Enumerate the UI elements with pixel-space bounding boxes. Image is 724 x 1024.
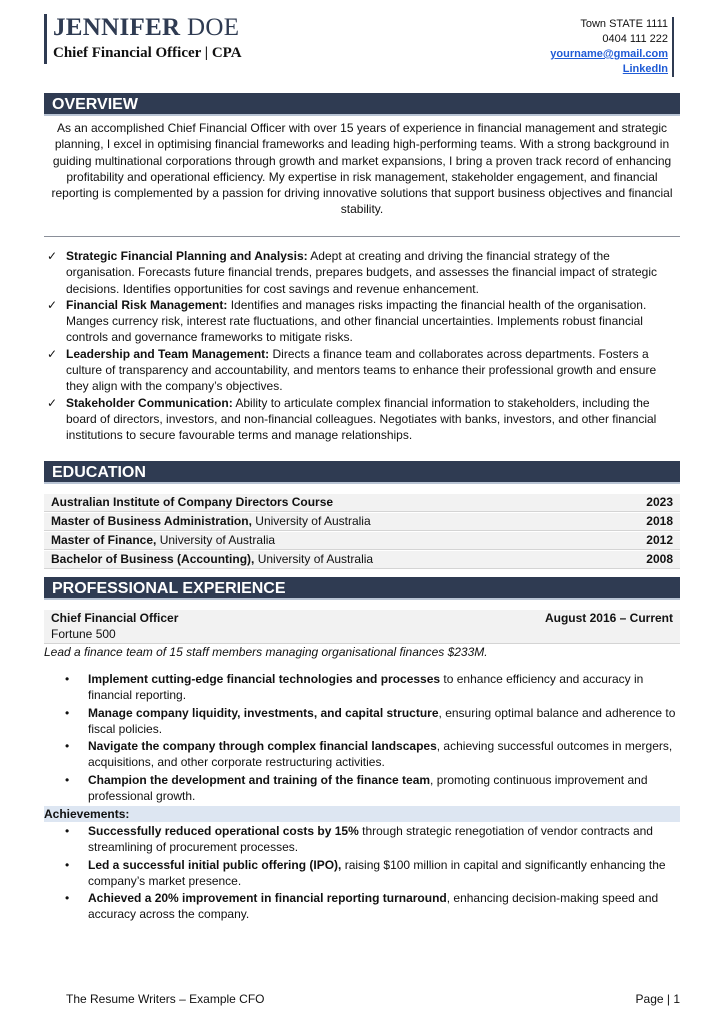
skill-item	[44, 395, 680, 444]
skill-item	[44, 297, 680, 346]
education-year: 2018	[646, 514, 673, 528]
page-number: Page | 1	[635, 992, 680, 1006]
bullet-icon: •	[65, 739, 70, 754]
duty-item	[44, 738, 680, 771]
degree-name: Master of Business Administration,	[51, 514, 252, 528]
skill-text: Adept at creating and driving the financial strategy of the organisation. Forecasts future financial trends, prepares budgets, and assesses the financial impact of strategic decisions. Identifies opportunities for cost savings and revenue enhancement.	[66, 249, 657, 296]
duties-list	[44, 671, 680, 805]
achievement-item-text: , enhancing decision-making speed and accuracy across the company.	[88, 891, 659, 922]
skills-list	[44, 248, 680, 444]
job-header	[44, 610, 680, 644]
duty-item-text: , promoting continuous improvement and professional growth.	[88, 772, 648, 804]
bullet-icon: •	[65, 772, 70, 787]
achievement-item	[44, 890, 680, 923]
duty-item-bold: Manage company liquidity, investments, and capital structure	[88, 705, 439, 720]
skill-item	[44, 248, 680, 297]
skill-title: Stakeholder Communication:	[66, 395, 233, 410]
phone: 0404 111 222	[602, 33, 668, 45]
education-row	[44, 532, 680, 550]
education-entry	[51, 494, 333, 511]
education-year: 2008	[646, 552, 673, 566]
job-dates: August 2016 – Current	[544, 611, 673, 625]
job-title: Chief Financial Officer	[51, 611, 179, 625]
achievement-item	[44, 857, 680, 890]
degree-name: Master of Finance,	[51, 533, 157, 547]
school-name: University of Australia	[156, 533, 276, 547]
contact-block	[550, 17, 674, 77]
degree-name: Bachelor of Business (Accounting),	[51, 552, 255, 566]
achievement-item-bold: Led a successful initial public offering (IPO),	[88, 857, 342, 872]
education-year: 2012	[646, 533, 673, 547]
section-overview-heading: OVERVIEW	[44, 93, 680, 116]
bullet-icon: •	[65, 705, 70, 720]
name-block	[44, 14, 242, 64]
education-entry	[51, 513, 371, 530]
checkmark-icon: ✓	[47, 249, 58, 263]
school-name: University of Australia	[251, 514, 371, 528]
divider	[44, 236, 680, 237]
overview-text: As an accomplished Chief Financial Officer with over 15 years of experience in financial management and strategic planning, I excel in optimising financial frameworks and leading high-performing teams. With a strong background in guiding multinational corporations through growth and market expansions, I bring a proven track record of enhancing profitability and operational efficiency. My expertise in risk management, stakeholder engagement, and financial reporting is complemented by a passion for driving innovative solutions that support business objectives and financial stability.	[51, 121, 673, 217]
achievement-item	[44, 823, 680, 856]
achievement-item-text: through strategic renegotiation of vendor contracts and streamlining of procurement processes.	[88, 824, 653, 855]
education-list	[44, 494, 680, 570]
duty-item	[44, 772, 680, 805]
section-education-heading: EDUCATION	[44, 461, 680, 484]
duty-item-bold: Champion the development and training of the finance team	[88, 772, 431, 787]
achievement-item-bold: Successfully reduced operational costs by 15%	[88, 824, 359, 838]
education-entry	[51, 551, 373, 568]
bullet-icon: •	[65, 672, 70, 686]
duty-item-text: , achieving successful outcomes in mergers, acquisitions, and other corporate restructuring activities.	[88, 739, 673, 770]
skill-title: Strategic Financial Planning and Analysis:	[66, 249, 308, 263]
section-experience-heading: PROFESSIONAL EXPERIENCE	[44, 577, 680, 600]
address: Town STATE 1111	[580, 18, 668, 30]
job-role: Chief Financial Officer | CPA	[53, 45, 242, 61]
company-name: Fortune 500	[51, 627, 116, 641]
achievements-label: Achievements:	[44, 806, 680, 822]
checkmark-icon: ✓	[47, 395, 58, 410]
education-row	[44, 494, 680, 512]
duty-item	[44, 705, 680, 738]
degree-name: Australian Institute of Company Directors Course	[51, 495, 334, 509]
duty-item-bold: Navigate the company through complex financial landscapes	[88, 739, 437, 754]
bullet-icon: •	[65, 824, 70, 838]
candidate-name	[53, 14, 242, 42]
education-year: 2023	[646, 495, 673, 509]
education-row	[44, 551, 680, 569]
skill-title: Financial Risk Management:	[66, 297, 228, 312]
email-link[interactable]: yourname@gmail.com	[550, 48, 668, 60]
duty-item	[44, 671, 680, 704]
skill-text: Identifies and manages risks impacting the financial health of the organisation. Manges currency risk, interest rate fluctuations, and other financial uncertainties. Implements robust financial controls and governance frameworks to mitigate risks.	[66, 297, 647, 345]
bullet-icon: •	[65, 857, 70, 872]
duty-item-text: , ensuring optimal balance and adherence to fiscal policies.	[88, 705, 676, 736]
education-entry	[51, 532, 275, 549]
job-summary: Lead a finance team of 15 staff members managing organisational finances $233M.	[44, 645, 488, 659]
last-name: DOE	[186, 14, 240, 41]
linkedin-link[interactable]: LinkedIn	[622, 63, 668, 75]
skill-title: Leadership and Team Management:	[66, 346, 270, 361]
duty-item-text: to enhance efficiency and accuracy in financial reporting.	[88, 672, 644, 703]
achievement-item-text: raising $100 million in capital and significantly enhancing the company’s market presence.	[88, 857, 666, 888]
achievement-item-bold: Achieved a 20% improvement in financial reporting turnaround	[88, 891, 447, 906]
skill-item	[44, 346, 680, 395]
education-row	[44, 513, 680, 531]
checkmark-icon: ✓	[47, 346, 58, 361]
footer-title: The Resume Writers – Example CFO	[66, 992, 265, 1006]
job-entry	[44, 610, 680, 660]
bullet-icon: •	[65, 891, 70, 906]
duty-item-bold: Implement cutting-edge financial technologies and processes	[88, 672, 441, 686]
achievements-list	[44, 823, 680, 924]
school-name: University of Australia	[254, 552, 374, 566]
skill-text: Ability to articulate complex financial information to stakeholders, including the board of directors, investors, and non-financial colleagues. Negotiates with banks, investors, and other financial institutions to secure favourable terms and manage relationships.	[66, 395, 657, 443]
skill-text: Directs a finance team and collaborates across departments. Fosters a culture of transparency and accountability, and mentors teams to enhance their professional growth and ensure they align with the company’s objectives.	[66, 346, 657, 394]
checkmark-icon: ✓	[47, 297, 58, 312]
first-name: JENNIFER	[53, 14, 181, 41]
